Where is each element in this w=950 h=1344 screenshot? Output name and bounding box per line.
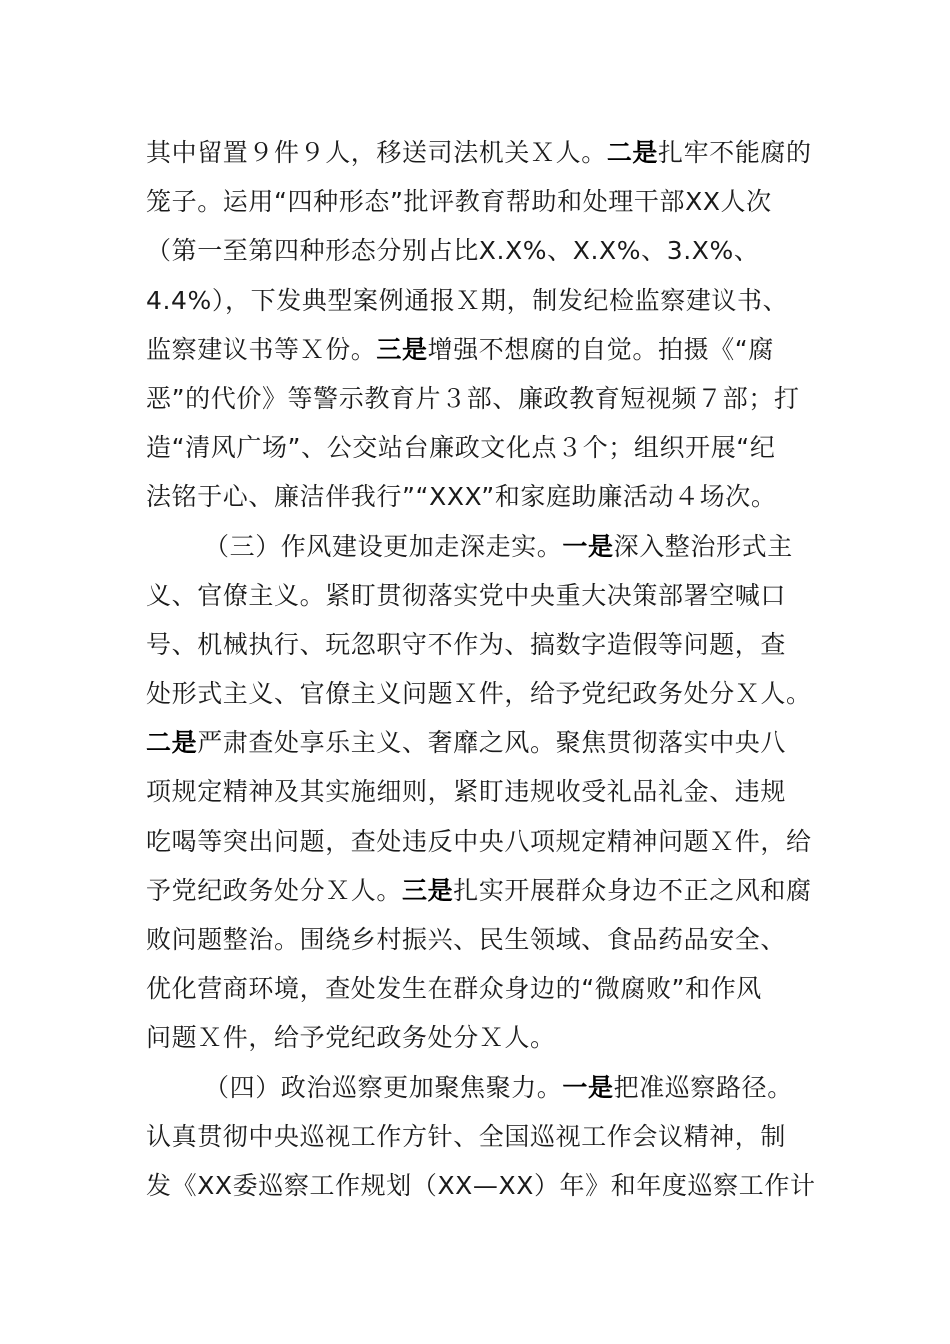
- text-line: [146, 226, 810, 275]
- section-heading-line: [146, 1063, 810, 1112]
- text-run: （第一至第四种形态分别占比X.X%、X.X%、3.X%、: [146, 236, 760, 266]
- text-run: 败问题整治。围绕乡村振兴、民生领域、食品药品安全、: [146, 925, 787, 954]
- text-line: [146, 374, 810, 423]
- emphasis-run: 一是: [562, 1072, 614, 1102]
- text-run: 优化营商环境，查处发生在群众身边的“微腐败”和作风: [146, 974, 762, 1004]
- text-run: 4.4%），下发典型案例通报Ｘ期，制发纪检监察建议书、: [146, 285, 789, 315]
- text-line: [146, 423, 810, 472]
- emphasis-run: 一是: [562, 531, 614, 561]
- text-line: [146, 915, 810, 964]
- text-line: [146, 571, 810, 620]
- emphasis-run: 二是: [606, 138, 659, 167]
- text-run: 扎牢不能腐的: [658, 138, 812, 167]
- emphasis-run: 二是: [146, 728, 198, 758]
- text-run: 号、机械执行、玩忽职守不作为、搞数字造假等问题，查: [146, 629, 787, 659]
- text-run: 扎实开展群众身边不正之风和腐: [453, 875, 812, 905]
- text-run: 项规定精神及其实施细则，紧盯违规收受礼品礼金、违规: [146, 777, 787, 807]
- text-line: [146, 1161, 816, 1210]
- text-line: [146, 669, 810, 718]
- text-run: 把准巡察路径。: [613, 1072, 793, 1102]
- text-run: 法铭于心、廉洁伴我行”“XXX”和家庭助廉活动４场次。: [146, 482, 777, 512]
- emphasis-run: 三是: [376, 334, 428, 364]
- text-line: [146, 718, 810, 767]
- text-line: [146, 472, 810, 521]
- text-line: [146, 177, 810, 226]
- section-heading: （三）作风建设更加走深走实。: [204, 531, 563, 561]
- text-run: 处形式主义、官僚主义问题Ｘ件，给予党纪政务处分Ｘ人。: [146, 679, 812, 709]
- text-run: 发《XX委巡察工作规划（XX—XX）年》和年度巡察工作计: [146, 1170, 816, 1200]
- text-line: [146, 964, 810, 1013]
- text-run: 其中留置９件９人，移送司法机关Ｘ人。: [146, 138, 607, 167]
- text-run: 认真贯彻中央巡视工作方针、全国巡视工作会议精神，制: [146, 1121, 787, 1151]
- text-line: [146, 1112, 810, 1161]
- text-line: [146, 128, 810, 177]
- text-run: 深入整治形式主: [613, 531, 793, 561]
- text-run: 监察建议书等Ｘ份。: [146, 334, 377, 364]
- document-body: [146, 128, 816, 1210]
- text-line: [146, 866, 810, 915]
- text-line: [146, 620, 810, 669]
- text-run: 予党纪政务处分Ｘ人。: [146, 875, 403, 905]
- text-run: 严肃查处享乐主义、奢靡之风。聚焦贯彻落实中央八: [197, 728, 787, 758]
- text-run: 问题Ｘ件，给予党纪政务处分Ｘ人。: [146, 1023, 556, 1053]
- text-run: 造“清风广场”、公交站台廉政文化点３个；组织开展“纪: [146, 433, 776, 463]
- text-line: [146, 767, 810, 816]
- emphasis-run: 三是: [402, 875, 454, 905]
- text-line: [146, 1013, 810, 1062]
- text-run: 恶”的代价》等警示教育片３部、廉政教育短视频７部；打: [146, 383, 800, 413]
- text-line: [146, 276, 810, 325]
- section-heading-line: [146, 522, 810, 571]
- text-run: 吃喝等突出问题，查处违反中央八项规定精神问题Ｘ件，给: [146, 826, 812, 856]
- section-heading: （四）政治巡察更加聚焦聚力。: [204, 1072, 563, 1102]
- text-run: 笼子。运用“四种形态”批评教育帮助和处理干部XX人次: [146, 187, 772, 217]
- text-line: [146, 325, 810, 374]
- text-run: 增强不想腐的自觉。拍摄《“腐: [427, 334, 774, 364]
- text-run: 义、官僚主义。紧盯贯彻落实党中央重大决策部署空喊口: [146, 580, 787, 610]
- text-line: [146, 817, 810, 866]
